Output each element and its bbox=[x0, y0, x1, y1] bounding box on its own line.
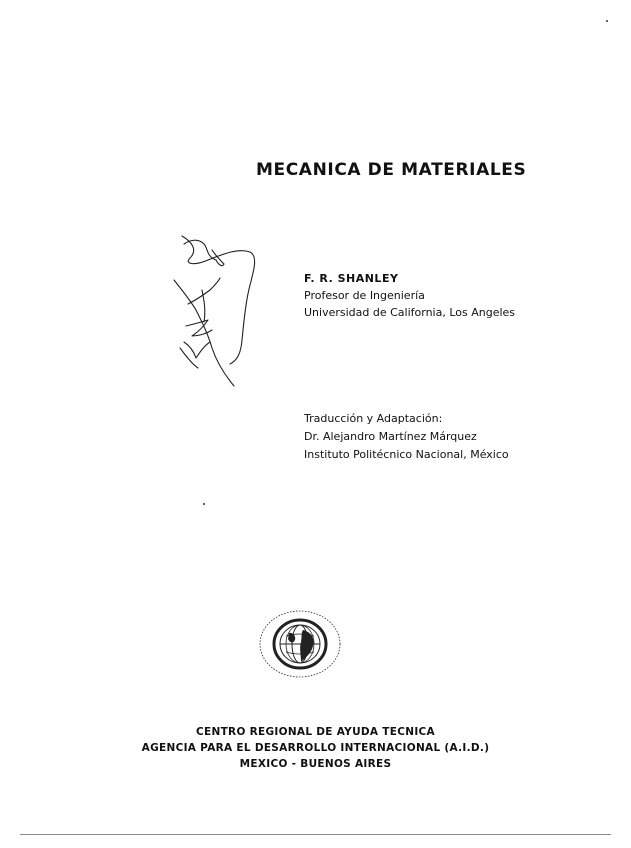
page-bottom-divider bbox=[20, 834, 611, 835]
globe-seal-icon bbox=[255, 606, 345, 681]
author-institution: Universidad de California, Los Angeles bbox=[304, 306, 516, 319]
scan-speck bbox=[606, 20, 608, 22]
publisher-line-1: CENTRO REGIONAL DE AYUDA TECNICA bbox=[196, 726, 435, 738]
translation-block bbox=[304, 410, 509, 464]
handwritten-signature bbox=[168, 230, 268, 390]
scan-speck bbox=[203, 503, 205, 505]
publisher-line-2: AGENCIA PARA EL DESARROLLO INTERNACIONAL (A.I.D.) bbox=[141, 742, 490, 754]
publisher-block bbox=[0, 724, 631, 772]
author-block bbox=[304, 270, 515, 321]
book-title: MECANICA DE MATERIALES bbox=[256, 160, 527, 180]
author-position: Profesor de Ingeniería bbox=[304, 289, 425, 302]
publisher-line-3: MEXICO - BUENOS AIRES bbox=[239, 758, 392, 770]
translator-name: Dr. Alejandro Martínez Márquez bbox=[304, 430, 477, 443]
translator-institution: Instituto Politécnico Nacional, México bbox=[304, 448, 509, 461]
author-name: F. R. SHANLEY bbox=[304, 272, 399, 285]
translation-heading: Traducción y Adaptación: bbox=[304, 412, 443, 425]
